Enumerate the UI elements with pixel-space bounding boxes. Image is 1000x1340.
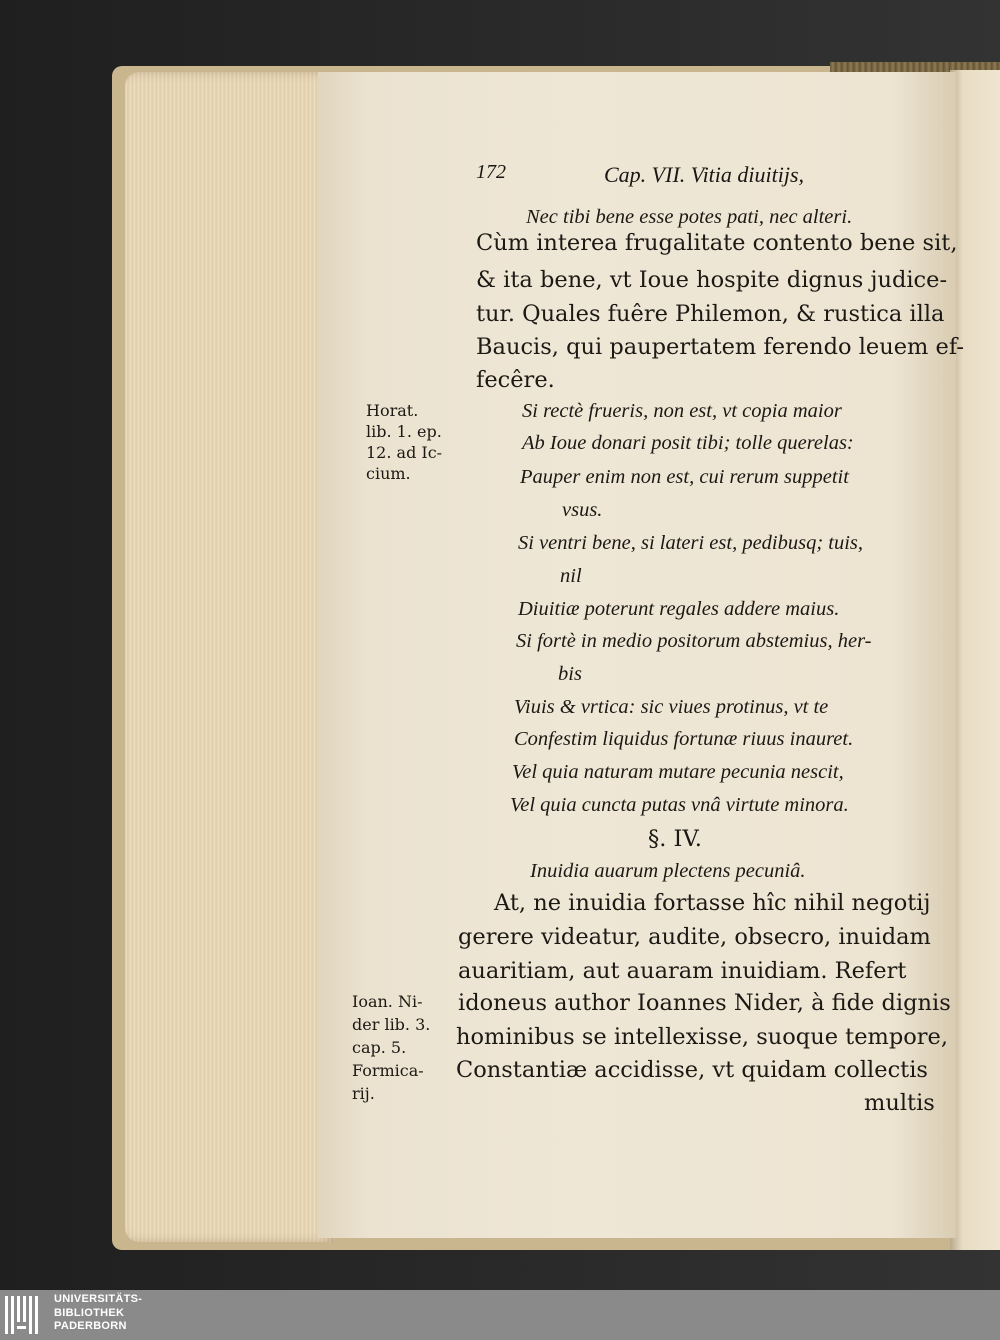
text-line: At, ne inuidia fortasse hîc nihil negotij xyxy=(494,890,931,916)
library-footer xyxy=(0,1290,1000,1340)
catchword: multis xyxy=(864,1090,935,1116)
text-line: bis xyxy=(558,663,582,685)
text-line: Baucis, qui paupertatem ferendo leuem ef- xyxy=(476,334,964,360)
running-head: Cap. VII. Vitia diuitijs, xyxy=(604,162,805,187)
text-line: Pauper enim non est, cui rerum suppetit xyxy=(520,466,849,488)
text-line: Viuis & vrtica: sic viues protinus, vt te xyxy=(514,696,829,718)
section-heading: §. IV. xyxy=(648,826,702,852)
text-line: Si ventri bene, si lateri est, pedibusq; tuis, xyxy=(518,532,864,554)
section-subtitle: Inuidia auarum plectens pecuniâ. xyxy=(530,860,806,882)
text-line: Constantiæ accidisse, vt quidam collectis xyxy=(456,1057,928,1083)
text-line: Si fortè in medio positorum abstemius, her- xyxy=(516,630,872,652)
book-page xyxy=(318,72,964,1238)
text-line: Ab Ioue donari posit tibi; tolle querelas: xyxy=(522,432,854,454)
facing-page-edge xyxy=(950,70,1000,1250)
text-line: Cùm interea frugalitate contento bene sit, xyxy=(476,230,958,256)
text-line: nil xyxy=(560,565,582,587)
text-line: idoneus author Ioannes Nider, à fide dignis xyxy=(458,990,951,1016)
text-line: vsus. xyxy=(562,499,603,521)
marginal-note: Ioan. Ni- der lib. 3. cap. 5. Formica- rij. xyxy=(352,992,431,1103)
marginal-note: Horat. lib. 1. ep. 12. ad Ic- cium. xyxy=(366,401,443,483)
text-line: Vel quia naturam mutare pecunia nescit, xyxy=(512,761,844,783)
text-line: Vel quia cuncta putas vnâ virtute minora. xyxy=(510,794,849,816)
text-line: auaritiam, aut auaram inuidiam. Refert xyxy=(458,958,907,984)
library-logo-icon xyxy=(4,1294,42,1336)
text-line: & ita bene, vt Ioue hospite dignus judice- xyxy=(476,267,948,293)
text-line: tur. Quales fuêre Philemon, & rustica illa xyxy=(476,301,945,327)
text-line: fecêre. xyxy=(476,367,555,393)
page-number: 172 xyxy=(476,161,506,183)
page-edges xyxy=(125,72,335,1242)
text-line: Diuitiæ poterunt regales addere maius. xyxy=(518,598,840,620)
library-name: UNIVERSITÄTS- BIBLIOTHEK PADERBORN xyxy=(54,1293,143,1332)
text-line: gerere videatur, audite, obsecro, inuidam xyxy=(458,924,931,950)
text-line: Confestim liquidus fortunæ riuus inauret. xyxy=(514,728,854,750)
text-line: Si rectè frueris, non est, vt copia maior xyxy=(522,400,842,422)
text-line: hominibus se intellexisse, suoque tempore, xyxy=(456,1024,949,1050)
text-line: Nec tibi bene esse potes pati, nec alteri. xyxy=(526,206,853,228)
